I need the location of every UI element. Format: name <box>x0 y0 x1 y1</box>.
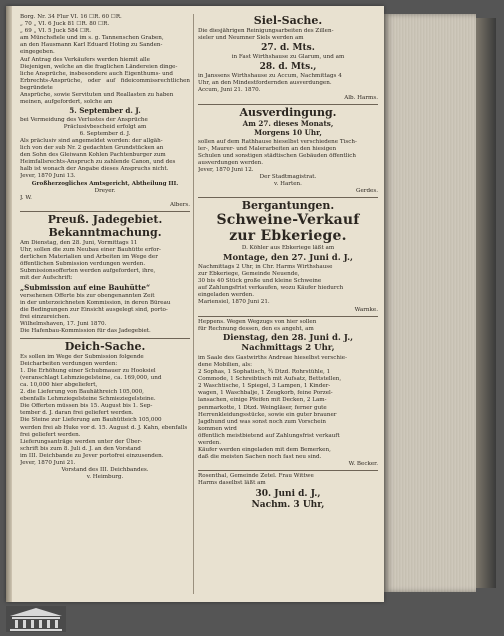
text-line: Jever, 1870 Juni 12. <box>198 167 254 174</box>
text-line: Borg. Nr. 34 Flur VI. 16 ☐R. 60 ☐R. <box>20 14 122 20</box>
text-line: Die Hafenbau-Kommission für das Jadegebiet. <box>20 328 151 335</box>
text-line: im Saale des Gastwirths Andreae hieselbst verschie- <box>198 354 347 361</box>
text-line: Lieferungsanträge werden unter der Über- <box>20 438 143 445</box>
text-line: Uhr, sollen die zum Neubau einer Bauhütte erfor- <box>20 247 161 254</box>
court-name: Großherzogliches Amtsgericht, Abtheilung III. <box>31 180 179 187</box>
ausverdingung-signature-1: Der Stadtmagistrat. <box>259 174 317 181</box>
siel-text-mid: in Fast Wirthshause zu Glarum, und am <box>231 54 345 61</box>
intro-block-3 <box>20 138 190 181</box>
court-signature: Albers. <box>169 201 190 208</box>
text-line: die Bedingungen zur Einsicht ausgelegt sind, porto- <box>20 307 168 314</box>
newspaper-page <box>6 6 384 602</box>
text-line: eingegeben. <box>20 49 55 56</box>
siel-date-2: 28. d. Mts., <box>259 62 317 73</box>
text-line: öffentlichen Submission verdungen werden. <box>20 261 146 268</box>
text-line: öffentlich meistbietend auf Zahlungsfrist verkauft <box>198 432 340 439</box>
book-cover-edge <box>476 18 496 588</box>
page-gutter <box>6 6 12 602</box>
intro-text-3: Präclusivbescheid erfolgt am <box>63 123 147 130</box>
text-line: Jagdhund und was sonst noch zum Vorschein <box>198 418 326 425</box>
rosenthal-time: Nachm. 3 Uhr, <box>251 499 325 510</box>
text-line: Als präclusiv sind angemeldet worden: der allgäh- <box>20 138 163 144</box>
text-line: in der unterzeichneten Kommission, in deren Büreau <box>20 300 171 307</box>
text-line: sieler und Neumner Siels werden am <box>198 35 304 42</box>
text-line: dene Mobilien, als: <box>198 361 252 368</box>
siel-text <box>198 28 378 42</box>
text-line: den Sohn des Gleiwann Kohlen Pachtenburger zum <box>20 152 166 159</box>
text-line: Schulen und sonstigen städtischen Gebäuden öffentlich <box>198 152 356 159</box>
text-line: Die Steine zur Lieferung am Bauhütteich 105,000 <box>20 417 162 424</box>
divider <box>198 197 378 198</box>
text-line: Heppens. Wegen Wegzugs von hier sollen <box>198 318 317 325</box>
divider <box>198 470 378 471</box>
left-column <box>20 14 190 594</box>
text-line: Jever, 1870 Juni 13. <box>20 173 76 180</box>
section-heading-bergantungen: Bergantungen. <box>241 199 335 213</box>
text-line: eingeladen werden. <box>198 292 255 299</box>
text-line: penmarkotte, 1 Dtzd. Weingläser, ferner gute <box>198 404 327 411</box>
section-heading-siel: Siel-Sache. <box>253 14 323 27</box>
text-line: Die diesjährigen Reinigungsarbeiten des Zillen- <box>198 28 334 34</box>
divider <box>198 104 378 105</box>
text-line: schrift bis zum 8. Juli d. J. an den Vorstand <box>20 445 141 452</box>
rosenthal-intro <box>198 473 378 487</box>
text-line: 2. die Lieferung von Bauhäthreich 105,000, <box>20 389 144 396</box>
rosenthal-date: 30. Juni d. J., <box>255 488 321 499</box>
siel-signature: Alb. Harms. <box>344 94 378 101</box>
text-line: für Rechnung dessen, den es angeht, am <box>198 325 314 332</box>
schweine-signature: Warnke. <box>354 306 378 313</box>
heppens-time: Nachmittags 2 Uhr, <box>241 343 335 354</box>
siel-date-1: 27. d. Mts. <box>261 43 315 54</box>
text-line: Erbrechts-Ansprüche, oder auf fideicommissrechtlichen begründete <box>20 77 190 91</box>
ausverdingung-signature-3: Gerdes. <box>356 188 378 195</box>
section-heading-bekanntmachung: Bekanntmachung. <box>48 225 162 239</box>
text-line: derlichen Materialien und Arbeiten im Wege der <box>20 254 158 261</box>
divider <box>198 316 378 317</box>
text-line: ebenfalls Lehmziegelsteine Schmieziegelsteine. <box>20 396 156 403</box>
heppens-text <box>198 355 378 461</box>
text-line: lich von der sub Nr. 2 gedachten Grundstücken an <box>20 145 164 152</box>
text-line: Commode, 1 Schreibtisch mit Aufsatz, Bettstellen, <box>198 376 342 383</box>
ausverdingung-date: Am 27. dieses Monats, <box>242 118 334 128</box>
text-line: 2 Waschtische, 1 Spiegel, 3 Lampen, 1 Kinder- <box>198 383 331 390</box>
section-heading-ausverdingung: Ausverdingung. <box>239 105 337 119</box>
text-line: daß die meisten Sachen noch fast neu sind. <box>198 454 322 461</box>
bekanntmachung-text <box>20 240 190 283</box>
text-line: werden frei ab Huke vor d. 15. August d. J. Kahn, ebenfalls <box>20 424 188 431</box>
section-heading-deich: Deich-Sache. <box>64 339 146 353</box>
text-line: Jever, 1870 Juni 21. <box>20 459 76 466</box>
library-logo-icon <box>6 606 66 632</box>
submission-text <box>20 293 190 336</box>
deich-text <box>20 354 190 468</box>
text-line: Mariensiel, 1870 Juni 21. <box>198 299 270 306</box>
heppens-signature: W. Becker. <box>348 461 378 468</box>
text-line: ler-, Maurer- und Malerarbeiten an den hiesigen <box>198 145 337 152</box>
text-line: Accum, Juni 21. 1870. <box>198 87 261 94</box>
siel-text-2 <box>198 73 378 94</box>
text-line: (veranschlagt Lehmziegelsteine, ca. 169,000, und <box>20 374 162 381</box>
ausverdingung-time: Morgens 10 Uhr, <box>254 128 322 138</box>
text-line: halb ist wonach der Angabe dieses Anspruchs nicht. <box>20 166 169 173</box>
text-line: in Janssens Wirthshause zu Accum, Nachmittags 4 <box>198 73 342 80</box>
text-line: Wilhelmshaven, 17. Juni 1870. <box>20 321 107 328</box>
column-divider <box>193 14 194 594</box>
text-line: ausverdungen werden. <box>198 159 264 166</box>
deich-signature-1: Vorstand des III. Deichbandes. <box>61 467 149 474</box>
text-line: wagen, 1 Waschbalje, 1 Zeugkorb, feine Porzel- <box>198 390 333 397</box>
divider <box>20 211 190 212</box>
text-line: 30 bis 40 Stück große und kleine Schweine <box>198 278 322 285</box>
intro-text-2: bei Vermeidung des Verlustes der Ansprüche <box>20 116 148 123</box>
court-judge: Dreyer. <box>94 187 116 194</box>
text-line: Nachmittags 2 Uhr, in Chr. Harms Wirthshause <box>198 264 333 270</box>
text-line: frei einzureichen. <box>20 314 71 321</box>
text-line: Auf Antrag des Verkäufers werden hiemit alle <box>20 56 150 63</box>
text-line: am Münchsfiele und im s. g. Tannenschen Graben, <box>20 35 164 42</box>
heppens-intro <box>198 319 378 333</box>
court-initials: J. W. <box>20 194 32 201</box>
text-line: zur Ebkeriege, Gemeinde Neuende, <box>198 271 300 278</box>
text-line: Am Dienstag, den 28. Juni, Vormittags 11 <box>20 239 138 246</box>
text-line: „ 69 „ VI. 5 Juck 584 ☐R. <box>20 28 91 35</box>
text-line: Deicharbeiten verdungen werden: <box>20 360 118 367</box>
right-column <box>198 14 378 594</box>
text-line: Herrenkleidungsstücke, sowie ein guter brauner <box>198 411 337 418</box>
schweine-headline-2: zur Ebkeriege. <box>229 228 347 245</box>
text-line: werden. <box>198 439 222 446</box>
text-line: kommen wird <box>198 425 237 432</box>
text-line: tember d. J. daran frei geliefert werden. <box>20 410 134 417</box>
text-line: frei geliefert werden. <box>20 431 81 438</box>
deadline-date: 5. September d. J. <box>69 106 141 116</box>
text-line: lansachen, einige Pfeifen mit Decken, 2 Lam- <box>198 397 327 404</box>
heppens-date: Dienstag, den 28. Juni d. J., <box>222 332 354 343</box>
text-line: Submissionsofferten werden aufgefordert, ihre, <box>20 268 156 275</box>
text-line: Uhr, an den Mindestfordernden ausverdungen. <box>198 80 332 87</box>
text-line: 1. Die Erhöhung einer Schubmauer zu Hooksiel <box>20 367 156 374</box>
schweine-date: Montage, den 27. Juni d. J., <box>223 252 353 263</box>
text-line: Ansprüche, sowie Servituten und Reallasten zu haben <box>20 92 174 99</box>
text-line: versehenen Offerte bis zur obengenannten Zeit <box>20 293 155 299</box>
text-line: mit der Aufschrift: <box>20 275 73 282</box>
text-line: auf Zahlungsfrist verkaufen, wozu Käufer hiedurch <box>198 285 344 292</box>
text-line: Die Offerten müssen bis 15. August bis 1. Sep- <box>20 403 153 410</box>
divider <box>20 338 190 339</box>
schweine-text <box>198 264 378 307</box>
text-line: Es sollen im Wege der Submission folgende <box>20 353 144 360</box>
schweine-headline-1: Schweine-Verkauf <box>216 212 360 229</box>
text-line: Heimfallsrechts-Anspruch zu zahlende Canon, und des <box>20 159 176 166</box>
text-line: an den Hausmann Karl Eduard Hoting zu Sanden- <box>20 42 163 49</box>
text-line: Rosenthal, Gemeinde Zetel. Frau Wittwe <box>198 473 314 480</box>
text-line: ca. 10,000 hier abgeliefert, <box>20 381 98 388</box>
deich-signature-2: v. Heimburg. <box>86 474 124 481</box>
text-line: 2 Sophas, 1 Sophatisch, ¾ Dtzd. Rohrstühle, 1 <box>198 369 331 376</box>
submission-heading: „Submission auf eine Bauhütte“ <box>20 282 151 292</box>
section-heading-preussen: Preuß. Jadegebiet. <box>47 212 163 226</box>
intro-text-4: 6. September d. J. <box>79 130 131 137</box>
text-line: Harms daselbst läßt am <box>198 480 266 487</box>
text-line: Käufer werden eingeladen mit dem Bemerken, <box>198 447 331 454</box>
text-line: meinen, aufgefordert, solche am <box>20 99 113 106</box>
text-line: sollen auf dem Rathhause hieselbst verschiedene Tisch- <box>198 138 357 145</box>
text-line: Diejenigen, welche an die fraglichen Ländereien dinge- <box>20 63 178 70</box>
ausverdingung-text <box>198 139 378 174</box>
text-line: im III. Deichbande zu Jever portofrei einzusenden. <box>20 452 164 459</box>
page-edges <box>384 14 476 592</box>
intro-block <box>20 14 190 106</box>
text-line: liche Ansprüche, insbesondere auch Eigenthums- und <box>20 70 173 77</box>
text-line: „ 70 „ VI. 6 Juck 81 ☐R. 80 ☐R. <box>20 21 110 28</box>
schweine-intro: D. Köhler aus Ebkeriege läßt am <box>241 245 335 252</box>
ausverdingung-signature-2: v. Harten. <box>274 181 302 188</box>
